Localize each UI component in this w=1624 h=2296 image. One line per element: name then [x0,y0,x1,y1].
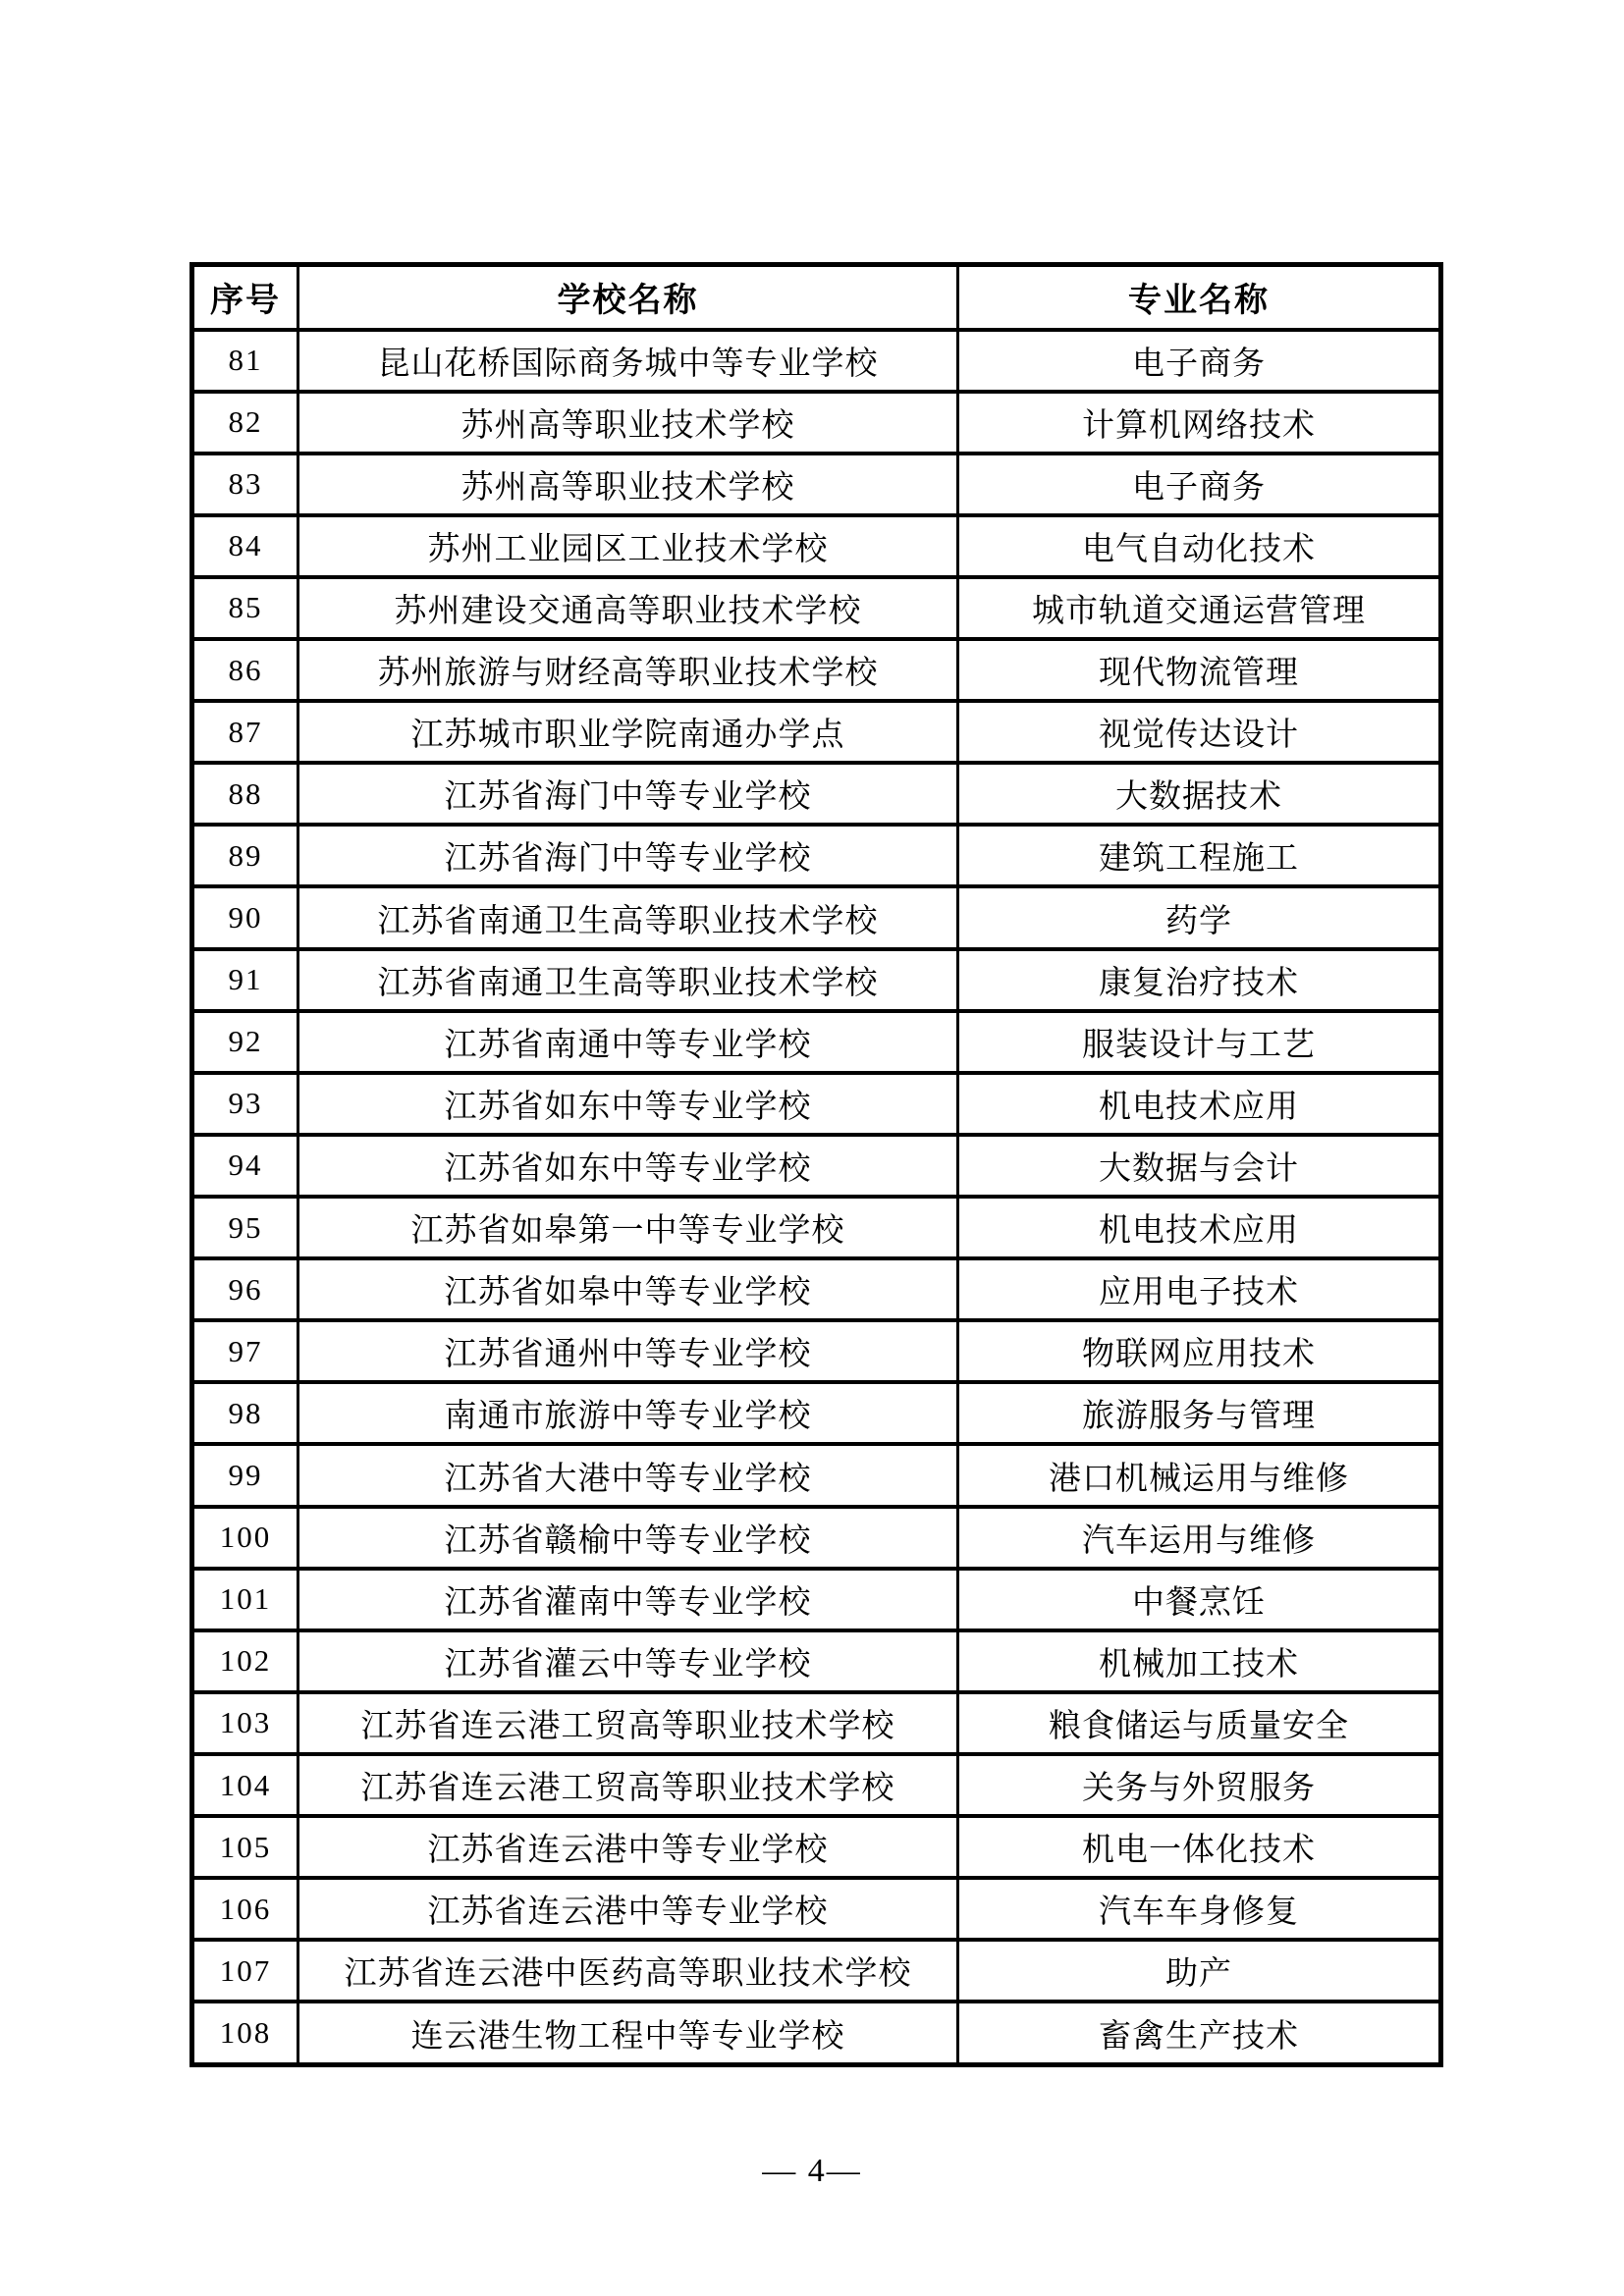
cell-no: 93 [192,1073,298,1135]
table-row [192,1816,1441,1878]
table-row [192,392,1441,454]
cell-no: 83 [192,454,298,515]
table-row [192,1135,1441,1197]
cell-school: 苏州高等职业技术学校 [298,392,958,454]
table-row [192,763,1441,825]
cell-major: 城市轨道交通运营管理 [958,577,1441,639]
header-school-name: 学校名称 [298,265,958,330]
cell-no: 97 [192,1320,298,1382]
cell-no: 92 [192,1011,298,1073]
cell-no: 101 [192,1569,298,1630]
table-row [192,1630,1441,1692]
table-row [192,454,1441,515]
cell-major: 畜禽生产技术 [958,2002,1441,2064]
cell-major: 康复治疗技术 [958,949,1441,1011]
cell-no: 81 [192,330,298,392]
cell-major: 粮食储运与质量安全 [958,1692,1441,1754]
table-row [192,577,1441,639]
cell-major: 大数据技术 [958,763,1441,825]
table-row [192,886,1441,948]
cell-major: 汽车车身修复 [958,1878,1441,1940]
table-row [192,1507,1441,1569]
cell-no: 89 [192,825,298,886]
cell-no: 98 [192,1382,298,1444]
cell-school: 江苏省如皋中等专业学校 [298,1258,958,1320]
cell-no: 94 [192,1135,298,1197]
cell-no: 102 [192,1630,298,1692]
cell-major: 机电一体化技术 [958,1816,1441,1878]
table-row [192,1197,1441,1258]
cell-major: 港口机械运用与维修 [958,1444,1441,1506]
cell-school: 江苏省灌云中等专业学校 [298,1630,958,1692]
cell-major: 服装设计与工艺 [958,1011,1441,1073]
table-header-row [192,265,1441,330]
cell-school: 江苏省海门中等专业学校 [298,825,958,886]
table-row [192,1940,1441,2002]
cell-no: 100 [192,1507,298,1569]
school-major-table [189,262,1443,2067]
cell-no: 103 [192,1692,298,1754]
cell-school: 江苏省赣榆中等专业学校 [298,1507,958,1569]
cell-no: 105 [192,1816,298,1878]
table-row [192,1382,1441,1444]
cell-no: 91 [192,949,298,1011]
cell-no: 95 [192,1197,298,1258]
cell-major: 关务与外贸服务 [958,1754,1441,1816]
table-row [192,1878,1441,1940]
cell-major: 电子商务 [958,454,1441,515]
cell-major: 大数据与会计 [958,1135,1441,1197]
cell-major: 物联网应用技术 [958,1320,1441,1382]
cell-major: 机电技术应用 [958,1073,1441,1135]
cell-school: 苏州高等职业技术学校 [298,454,958,515]
cell-school: 江苏省如皋第一中等专业学校 [298,1197,958,1258]
table-row [192,1444,1441,1506]
cell-major: 建筑工程施工 [958,825,1441,886]
cell-school: 江苏省连云港工贸高等职业技术学校 [298,1692,958,1754]
cell-major: 视觉传达设计 [958,701,1441,763]
table-row [192,1692,1441,1754]
cell-no: 88 [192,763,298,825]
cell-major: 应用电子技术 [958,1258,1441,1320]
cell-school: 苏州工业园区工业技术学校 [298,515,958,577]
cell-major: 汽车运用与维修 [958,1507,1441,1569]
table-row [192,1320,1441,1382]
cell-school: 江苏省南通中等专业学校 [298,1011,958,1073]
table-row [192,330,1441,392]
table-row [192,515,1441,577]
cell-no: 96 [192,1258,298,1320]
cell-no: 108 [192,2002,298,2064]
table-row [192,2002,1441,2064]
cell-school: 连云港生物工程中等专业学校 [298,2002,958,2064]
cell-school: 苏州旅游与财经高等职业技术学校 [298,639,958,701]
table-row [192,1011,1441,1073]
table-row [192,949,1441,1011]
cell-no: 99 [192,1444,298,1506]
cell-major: 药学 [958,886,1441,948]
cell-major: 旅游服务与管理 [958,1382,1441,1444]
table-row [192,701,1441,763]
cell-major: 现代物流管理 [958,639,1441,701]
header-serial-number: 序号 [192,265,298,330]
cell-school: 江苏省通州中等专业学校 [298,1320,958,1382]
table-row [192,1258,1441,1320]
page-number: — 4— [762,2153,862,2189]
cell-school: 苏州建设交通高等职业技术学校 [298,577,958,639]
cell-no: 107 [192,1940,298,2002]
cell-no: 86 [192,639,298,701]
cell-school: 江苏省连云港中等专业学校 [298,1816,958,1878]
cell-school: 江苏省南通卫生高等职业技术学校 [298,886,958,948]
header-major-name: 专业名称 [958,265,1441,330]
cell-major: 机电技术应用 [958,1197,1441,1258]
cell-school: 江苏省连云港中等专业学校 [298,1878,958,1940]
cell-school: 江苏城市职业学院南通办学点 [298,701,958,763]
cell-school: 江苏省南通卫生高等职业技术学校 [298,949,958,1011]
cell-major: 机械加工技术 [958,1630,1441,1692]
cell-school: 江苏省如东中等专业学校 [298,1073,958,1135]
cell-major: 助产 [958,1940,1441,2002]
cell-school: 江苏省海门中等专业学校 [298,763,958,825]
table-header [192,265,1441,330]
cell-school: 江苏省大港中等专业学校 [298,1444,958,1506]
cell-no: 106 [192,1878,298,1940]
table-row [192,1569,1441,1630]
cell-school: 昆山花桥国际商务城中等专业学校 [298,330,958,392]
cell-no: 104 [192,1754,298,1816]
cell-school: 江苏省连云港中医药高等职业技术学校 [298,1940,958,2002]
cell-no: 82 [192,392,298,454]
cell-no: 87 [192,701,298,763]
cell-school: 江苏省如东中等专业学校 [298,1135,958,1197]
cell-major: 电子商务 [958,330,1441,392]
cell-no: 90 [192,886,298,948]
cell-school: 江苏省连云港工贸高等职业技术学校 [298,1754,958,1816]
table-row [192,1073,1441,1135]
cell-school: 南通市旅游中等专业学校 [298,1382,958,1444]
table-body [192,330,1441,2065]
cell-major: 计算机网络技术 [958,392,1441,454]
table-row [192,825,1441,886]
cell-no: 84 [192,515,298,577]
cell-school: 江苏省灌南中等专业学校 [298,1569,958,1630]
table-row [192,1754,1441,1816]
table-row [192,639,1441,701]
cell-no: 85 [192,577,298,639]
cell-major: 电气自动化技术 [958,515,1441,577]
cell-major: 中餐烹饪 [958,1569,1441,1630]
